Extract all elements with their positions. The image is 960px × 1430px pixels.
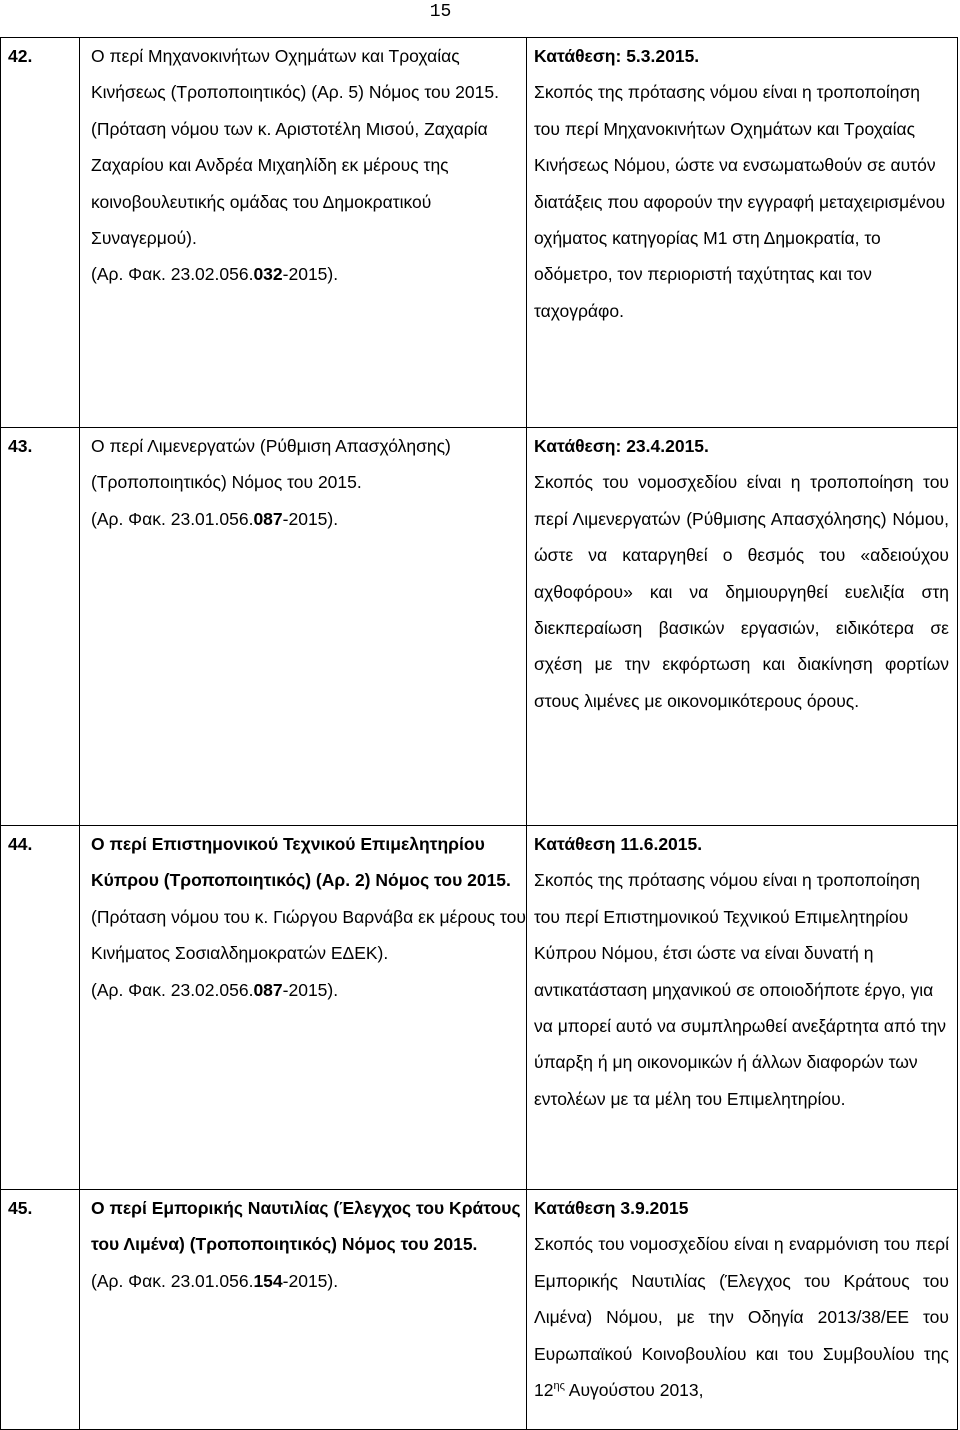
table-row bbox=[1, 38, 958, 428]
item-description-cell bbox=[527, 38, 958, 428]
purpose-text: Σκοπός του νομοσχεδίου είναι η εναρμόνιση του περί Εμπορικής Ναυτιλίας (Έλεγχος του Κράτους του Λιμένα) Νόμου, με την Οδηγία 2013/38/ΕΕ του Ευρωπαϊκού Κοινοβουλίου και του Συμβουλίου της 12 bbox=[534, 1234, 949, 1401]
file-reference bbox=[91, 501, 526, 537]
item-description-cell bbox=[527, 1190, 958, 1430]
file-number: 087 bbox=[253, 508, 283, 529]
file-suffix: -2015). bbox=[282, 264, 339, 285]
bill-title: Ο περί Μηχανοκινήτων Οχημάτων και Τροχαίας Κινήσεως (Τροποποιητικός) (Αρ. 5) Νόμος του 2015. bbox=[91, 46, 499, 103]
bill-purpose: Σκοπός της πρότασης νόμου είναι η τροποποίηση του περί Μηχανοκινήτων Οχημάτων και Τροχαίας Κινήσεως Νόμου, ώστε να ενσωματωθούν σε αυτόν διατάξεις που αφορούν την εγγραφή μεταχειρισμένου οχήματος κατηγορίας Μ1 στη Δημοκρατία, το οδόμετρο, τον περιοριστή ταχύτητας και τον ταχογράφο. bbox=[534, 82, 946, 321]
page-number: 15 bbox=[429, 2, 452, 22]
table-row bbox=[1, 1190, 958, 1430]
file-prefix: (Αρ. Φακ. 23.01.056. bbox=[91, 1270, 254, 1291]
table-row bbox=[1, 826, 958, 1190]
file-suffix: -2015). bbox=[282, 1270, 339, 1291]
item-number: 43. bbox=[1, 428, 80, 826]
table-row bbox=[1, 428, 958, 826]
bill-purpose bbox=[534, 1226, 949, 1408]
item-title-cell bbox=[80, 826, 527, 1190]
item-number: 42. bbox=[1, 38, 80, 428]
ordinal-suffix: ης bbox=[553, 1380, 565, 1393]
item-number: 44. bbox=[1, 826, 80, 1190]
file-reference bbox=[91, 972, 526, 1008]
bill-proposer: (Πρόταση νόμου του κ. Γιώργου Βαρνάβα εκ μέρους του Κινήματος Σοσιαλδημοκρατών ΕΔΕΚ). bbox=[91, 906, 526, 964]
filing-date: Κατάθεση: 23.4.2015. bbox=[534, 436, 709, 456]
file-number: 032 bbox=[253, 264, 283, 285]
file-reference bbox=[91, 1263, 526, 1299]
bill-title: Ο περί Λιμενεργατών (Ρύθμιση Απασχόλησης) (Τροποποιητικός) Νόμος του 2015. bbox=[91, 436, 451, 493]
filing-date: Κατάθεση 11.6.2015. bbox=[534, 834, 703, 854]
filing-date: Κατάθεση: 5.3.2015. bbox=[534, 46, 700, 66]
filing-date: Κατάθεση 3.9.2015 bbox=[534, 1198, 689, 1218]
item-title-cell bbox=[80, 1190, 527, 1430]
file-number: 154 bbox=[253, 1270, 283, 1291]
file-suffix: -2015). bbox=[282, 979, 339, 1000]
file-prefix: (Αρ. Φακ. 23.02.056. bbox=[91, 979, 254, 1000]
file-number: 087 bbox=[253, 979, 283, 1000]
bill-title: Ο περί Επιστημονικού Τεχνικού Επιμελητηρίου Κύπρου (Τροποποιητικός) (Αρ. 2) Νόμος του 2015. bbox=[91, 834, 511, 891]
file-suffix: -2015). bbox=[282, 508, 339, 529]
bills-table bbox=[0, 37, 958, 1430]
bill-proposer: (Πρόταση νόμου των κ. Αριστοτέλη Μισού, Ζαχαρία Ζαχαρίου και Ανδρέα Μιχαηλίδη εκ μέρους της κοινοβουλευτικής ομάδας του Δημοκρατικού Συναγερμού). bbox=[91, 118, 488, 249]
file-prefix: (Αρ. Φακ. 23.02.056. bbox=[91, 264, 254, 285]
item-title-cell bbox=[80, 428, 527, 826]
item-description-cell bbox=[527, 428, 958, 826]
bill-purpose: Σκοπός της πρότασης νόμου είναι η τροποποίηση του περί Επιστημονικού Τεχνικού Επιμελητηρίου Κύπρου Νόμου, έτσι ώστε να είναι δυνατή η αντικατάσταση μηχανικού σε οποιοδήποτε έργο, για να μπορεί αυτό να συμπληρωθεί ανεξάρτητα από την ύπαρξη ή μη οικονομικών ή άλλων διαφορών των εντολέων με τα μέλη του Επιμελητηρίου. bbox=[534, 870, 947, 1109]
item-number: 45. bbox=[1, 1190, 80, 1430]
bill-title: Ο περί Εμπορικής Ναυτιλίας (Έλεγχος του Κράτους του Λιμένα) (Τροποποιητικός) Νόμος του 2015. bbox=[91, 1198, 521, 1255]
file-prefix: (Αρ. Φακ. 23.01.056. bbox=[91, 508, 254, 529]
file-reference bbox=[91, 256, 526, 292]
purpose-tail: Αυγούστου 2013, bbox=[564, 1380, 704, 1401]
item-description-cell bbox=[527, 826, 958, 1190]
item-title-cell bbox=[80, 38, 527, 428]
bill-purpose: Σκοπός του νομοσχεδίου είναι η τροποποίηση του περί Λιμενεργατών (Ρύθμισης Απασχόλησης) Νόμου, ώστε να καταργηθεί ο θεσμός του «αδειούχου αχθοφόρου» και να δημιουργηθεί ευελιξία στη διεκπεραίωση βασικών εργασιών, ειδικότερα σε σχέση με την εκφόρτωση και διακίνηση φορτίων στους λιμένες με οικονομικότερους όρους. bbox=[534, 472, 949, 711]
